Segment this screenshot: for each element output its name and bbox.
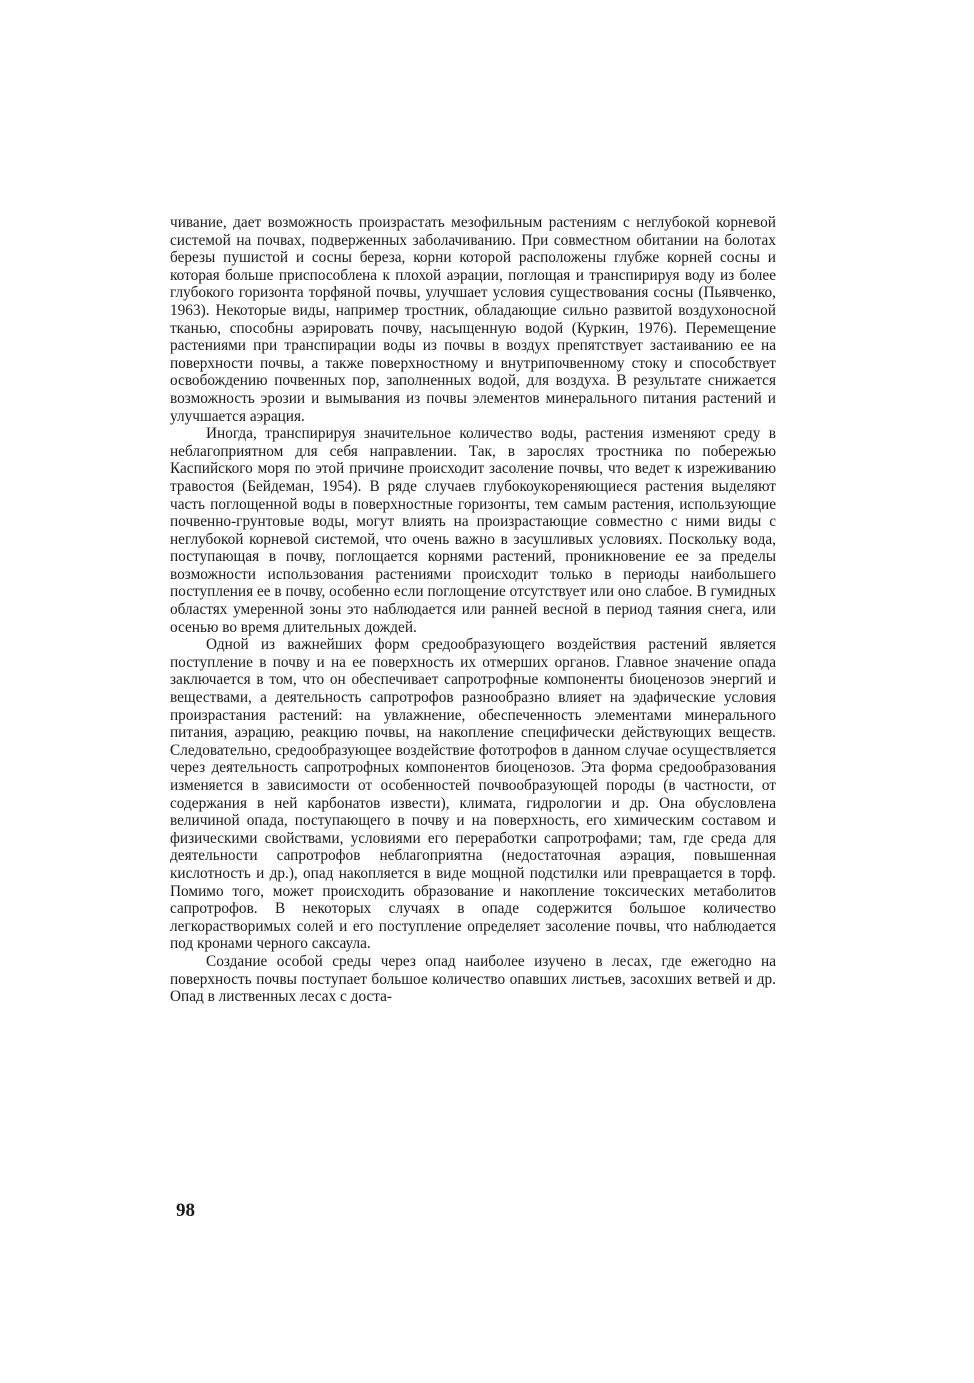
page-number: 98 (176, 1200, 195, 1221)
paragraph-continuation: чивание, дает возможность произрастать мезофильным растениям с неглубокой корневой системой на почвах, подверженных заболачиванию. При совместном обитании на болотах березы пушистой и сосны береза, корни которой расположены глубже корней сосны и которая больше приспособлена к плохой аэрации, поглощая и транспирируя воду из более глубокого горизонта торфяной почвы, улучшает условия существования сосны (Пьявченко, 1963). Некоторые виды, например тростник, обладающие сильно развитой воздухоносной тканью, способны аэрировать почву, насыщенную водой (Куркин, 1976). Перемещение растениями при транспирации воды из почвы в воздух препятствует застаиванию ее на поверхности почвы, а также поверхностному и внутрипочвенному стоку и способствует освобождению почвенных пор, заполненных водой, для воздуха. В результате снижается возможность эрозии и вымывания из почвы элементов минерального питания растений и улучшается аэрация. (170, 214, 776, 425)
paragraph-transpiration: Иногда, транспирируя значительное количество воды, растения изменяют среду в неблагоприятном для себя направлении. Так, в зарослях тростника по побережью Каспийского моря по этой причине происходит засоление почвы, что ведет к изреживанию травостоя (Бейдеман, 1954). В ряде случаев глубокоукореняющиеся растения выделяют часть поглощенной воды в поверхностные горизонты, тем самым растения, использующие почвенно-грунтовые воды, могут влиять на произрастающие совместно с ними виды с неглубокой корневой системой, что очень важно в засушливых условиях. Поскольку вода, поступающая в почву, поглощается корнями растений, проникновение ее за пределы возможности использования растениями происходит только в периоды наибольшего поступления ее в почву, особенно если поглощение отсутствует или оно слабое. В гумидных областях умеренной зоны это наблюдается или ранней весной в период таяния снега, или осенью во время длительных дождей. (170, 425, 776, 636)
paragraph-forest-litter: Создание особой среды через опад наиболее изучено в лесах, где ежегодно на поверхность почвы поступает большое количество опавших листьев, засохших ветвей и др. Опад в лиственных лесах с доста- (170, 952, 776, 1006)
paragraph-litter: Одной из важнейших форм средообразующего воздействия растений является поступление в почву и на ее поверхность их отмерших органов. Главное значение опада заключается в том, что он обеспечивает сапротрофные компоненты биоценозов энергий и веществами, а деятельность сапротрофов разнообразно влияет на эдафические условия произрастания растений: на увлажнение, обеспеченность элементами минерального питания, аэрацию, реакцию почвы, на накопление специфически действующих веществ. Следовательно, средообразующее воздействие фототрофов в данном случае осуществляется через деятельность сапротрофных компонентов биоценозов. Эта форма средообразования изменяется в зависимости от особенностей почвообразующей породы (в частности, от содержания в ней карбонатов извести), климата, гидрологии и др. Она обусловлена величиной опада, поступающего в почву и на поверхность, его химическим составом и физическими свойствами, условиями его переработки сапротрофами; там, где среда для деятельности сапротрофов неблагоприятна (недостаточная аэрация, повышенная кислотность и др.), опад накопляется в виде мощной подстилки или превращается в торф. Помимо того, может происходить образование и накопление токсических метаболитов сапротрофов. В некоторых случаях в опаде содержится большое количество легкорастворимых солей и его поступление определяет засоление почвы, что наблюдается под кронами черного саксаула. (170, 636, 776, 953)
body-text (170, 214, 776, 1006)
